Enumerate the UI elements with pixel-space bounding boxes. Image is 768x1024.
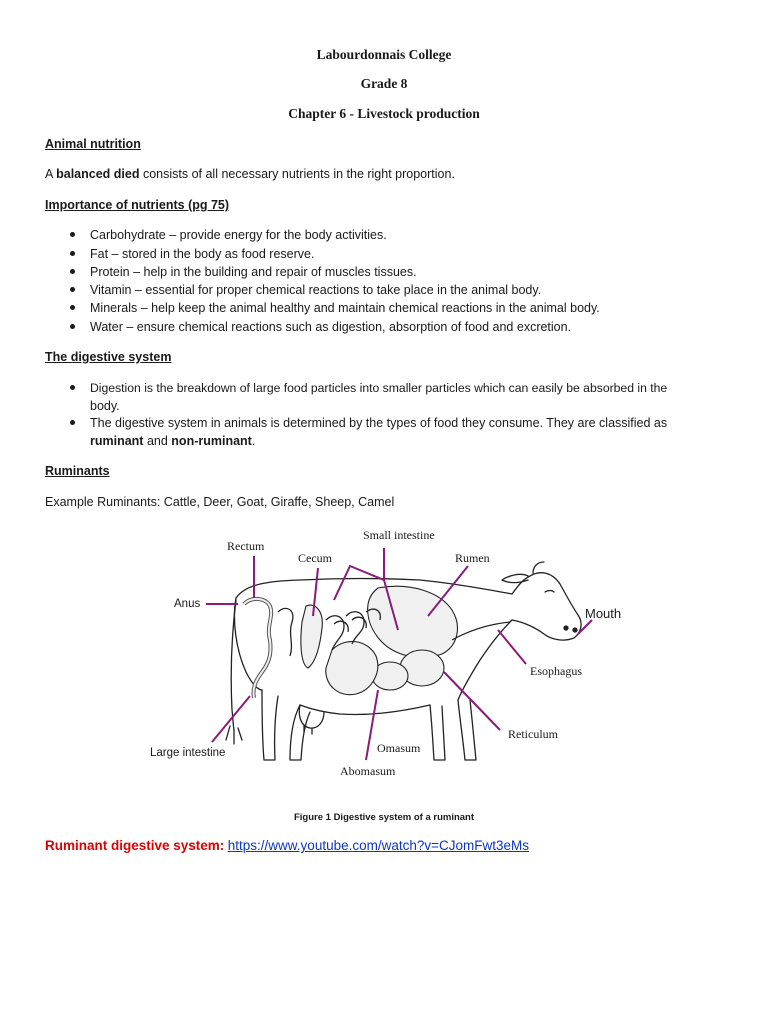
period: . [251,434,256,448]
grade-title: Grade 8 [360,76,408,91]
organs [301,586,458,694]
label-abomasum: Abomasum [340,764,396,778]
ruminant-term: ruminant [90,434,144,448]
animal-nutrition-heading: Animal nutrition [45,137,141,151]
and-word: and [143,434,172,448]
nutrient-item: Vitamin – essential for proper chemical reactions to take place in the animal body. [90,283,542,297]
non-ruminant-term: non-ruminant [171,434,252,448]
ruminants-heading: Ruminants [45,464,110,478]
label-reticulum: Reticulum [508,727,558,741]
ruminant-examples: Example Ruminants: Cattle, Deer, Goat, Giraffe, Sheep, Camel [45,495,395,509]
cecum-organ [301,605,322,668]
digestion-types-line1: The digestive system in animals is determined by the types of food they consume. They are classified as [90,416,668,430]
nutrient-item: Water – ensure chemical reactions such as digestion, absorption of food and excretion. [90,320,572,334]
nutrient-item: Fat – stored in the body as food reserve. [90,247,315,261]
digestive-system-heading: The digestive system [45,350,172,364]
intro-suffix: consists of all necessary nutrients in the right proportion. [139,167,455,181]
abomasum-organ [326,641,378,694]
nutrient-item: Carbohydrate – provide energy for the body activities. [90,228,387,242]
nutrient-item: Protein – help in the building and repair of muscles tissues. [90,265,417,279]
intro-bold-term: balanced died [56,167,140,181]
label-rumen: Rumen [455,551,490,565]
label-anus: Anus [174,598,201,610]
youtube-link[interactable]: https://www.youtube.com/watch?v=CJomFwt3eMs [227,838,530,853]
figure-caption: Figure 1 Digestive system of a ruminant [293,812,475,823]
large-intestine-leader [212,696,250,742]
mouth-leader [578,620,592,634]
digestion-definition-line2: body. [90,399,120,413]
intro-prefix: A [45,167,57,181]
label-mouth: Mouth [585,606,622,621]
esophagus-leader [498,630,526,664]
nutrient-item: Minerals – help keep the animal healthy and maintain chemical reactions in the animal body. [90,301,600,315]
video-line [45,838,529,854]
label-cecum: Cecum [298,551,332,565]
label-small-intestine: Small intestine [363,528,435,542]
school-title: Labourdonnais College [316,47,452,62]
label-rectum: Rectum [227,539,265,553]
digestion-definition-line1: Digestion is the breakdown of large food particles into smaller particles which can easily be absorbed in the [90,381,668,395]
label-esophagus: Esophagus [530,664,582,678]
label-large-intestine: Large intestine [150,747,226,759]
label-omasum: Omasum [377,741,421,755]
video-label: Ruminant digestive system: [45,838,225,853]
chapter-title: Chapter 6 - Livestock production [288,106,480,121]
nutrients-heading: Importance of nutrients (pg 75) [45,198,230,212]
